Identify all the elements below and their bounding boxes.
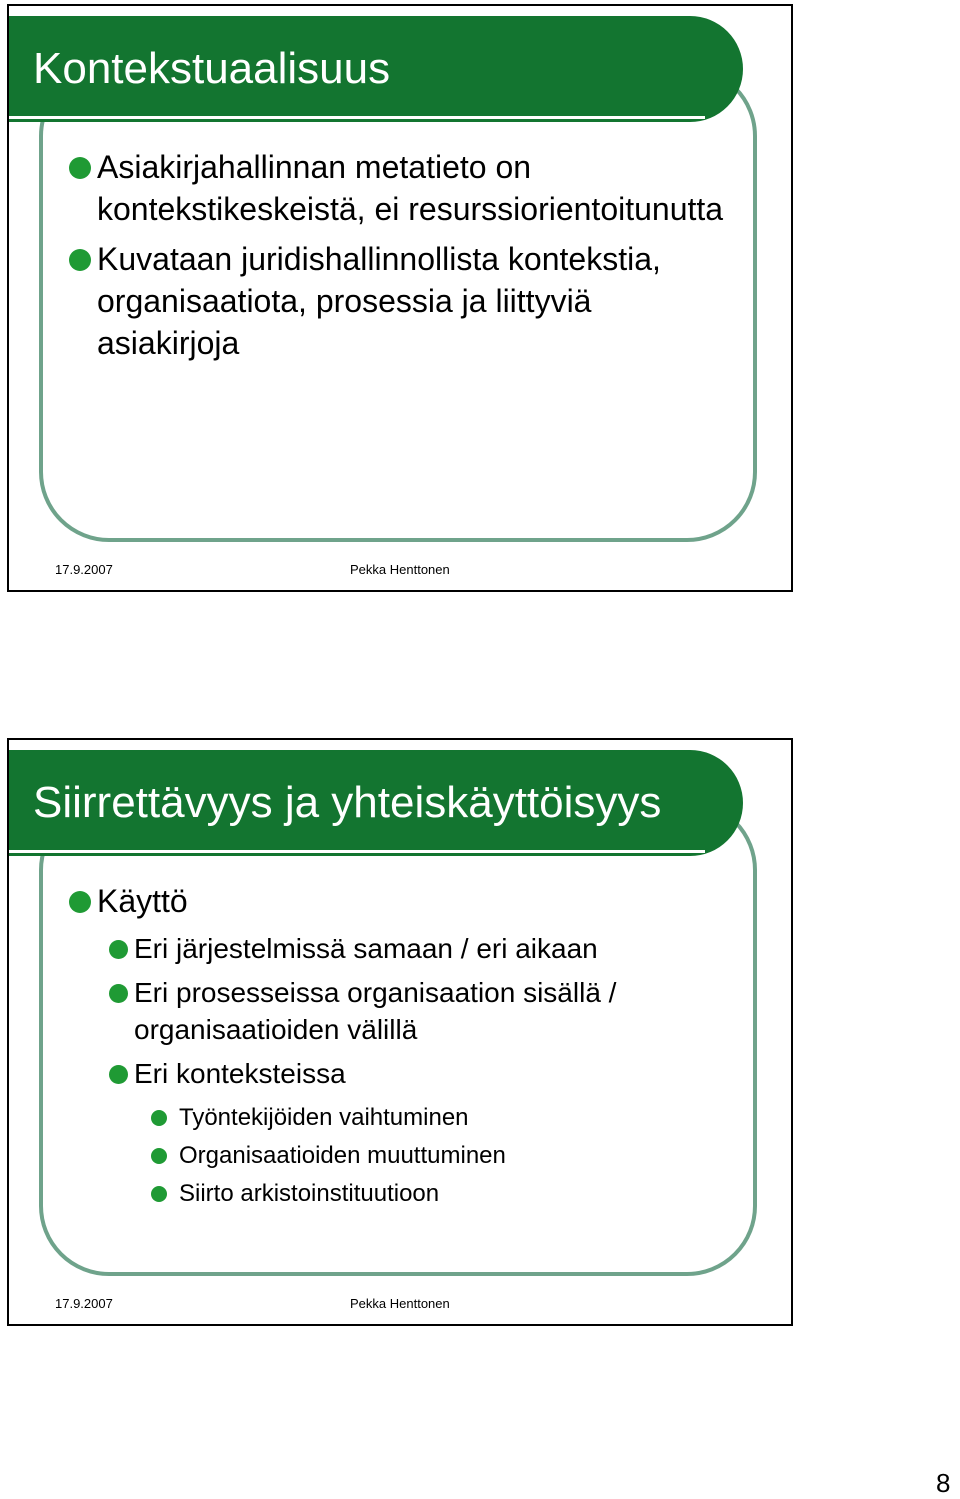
- footer-author: Pekka Henttonen: [350, 562, 450, 577]
- title-bar: [9, 16, 743, 122]
- bullet-text: Eri prosesseissa organisaation sisällä / organisaatioiden välillä: [134, 977, 617, 1045]
- bullet-text: Organisaatioiden muuttuminen: [179, 1142, 506, 1169]
- bullet-text: Käyttö: [97, 883, 188, 919]
- bullet-dot-icon: [151, 1148, 167, 1164]
- slide-title: Siirrettävyys ja yhteiskäyttöisyys: [33, 778, 662, 827]
- slide-content: [69, 146, 731, 372]
- footer-date: 17.9.2007: [55, 562, 113, 577]
- bullet-text: Kuvataan juridishallinnollista kontekstia, organisaatiota, prosessia ja liittyviä asiakirjoja: [97, 241, 661, 361]
- bullet-dot-icon: [151, 1110, 167, 1126]
- bullet-text: Eri konteksteissa: [134, 1058, 346, 1089]
- bullet-item: [69, 880, 731, 922]
- bullet-dot-icon: [109, 984, 128, 1003]
- bullet-text: Työntekijöiden vaihtuminen: [179, 1104, 469, 1131]
- sub-sub-bullet-item: [151, 1099, 731, 1137]
- slide-2: [7, 738, 793, 1326]
- page-number: 8: [936, 1468, 951, 1498]
- bullet-dot-icon: [69, 249, 91, 271]
- slide-content: [69, 880, 731, 1213]
- sub-bullet-item: [109, 1055, 731, 1092]
- bullet-item: [69, 146, 731, 230]
- sub-sub-bullet-item: [151, 1175, 731, 1213]
- sub-bullet-item: [109, 930, 731, 967]
- title-underline: [9, 850, 705, 853]
- sub-bullet-item: [109, 974, 731, 1048]
- title-bar: [9, 750, 743, 856]
- bullet-item: [69, 238, 731, 364]
- footer-date: 17.9.2007: [55, 1296, 113, 1311]
- bullet-dot-icon: [109, 1065, 128, 1084]
- slide-1: [7, 4, 793, 592]
- slide-title: Kontekstuaalisuus: [33, 44, 391, 93]
- bullet-dot-icon: [69, 157, 91, 179]
- footer-author: Pekka Henttonen: [350, 1296, 450, 1311]
- sub-sub-bullet-item: [151, 1137, 731, 1175]
- bullet-dot-icon: [69, 891, 91, 913]
- title-underline: [9, 116, 705, 119]
- bullet-text: Asiakirjahallinnan metatieto on kontekstikeskeistä, ei resurssiorientoitunutta: [97, 149, 724, 227]
- bullet-text: Eri järjestelmissä samaan / eri aikaan: [134, 933, 598, 964]
- bullet-dot-icon: [151, 1186, 167, 1202]
- bullet-text: Siirto arkistoinstituutioon: [179, 1180, 440, 1207]
- bullet-dot-icon: [109, 940, 128, 959]
